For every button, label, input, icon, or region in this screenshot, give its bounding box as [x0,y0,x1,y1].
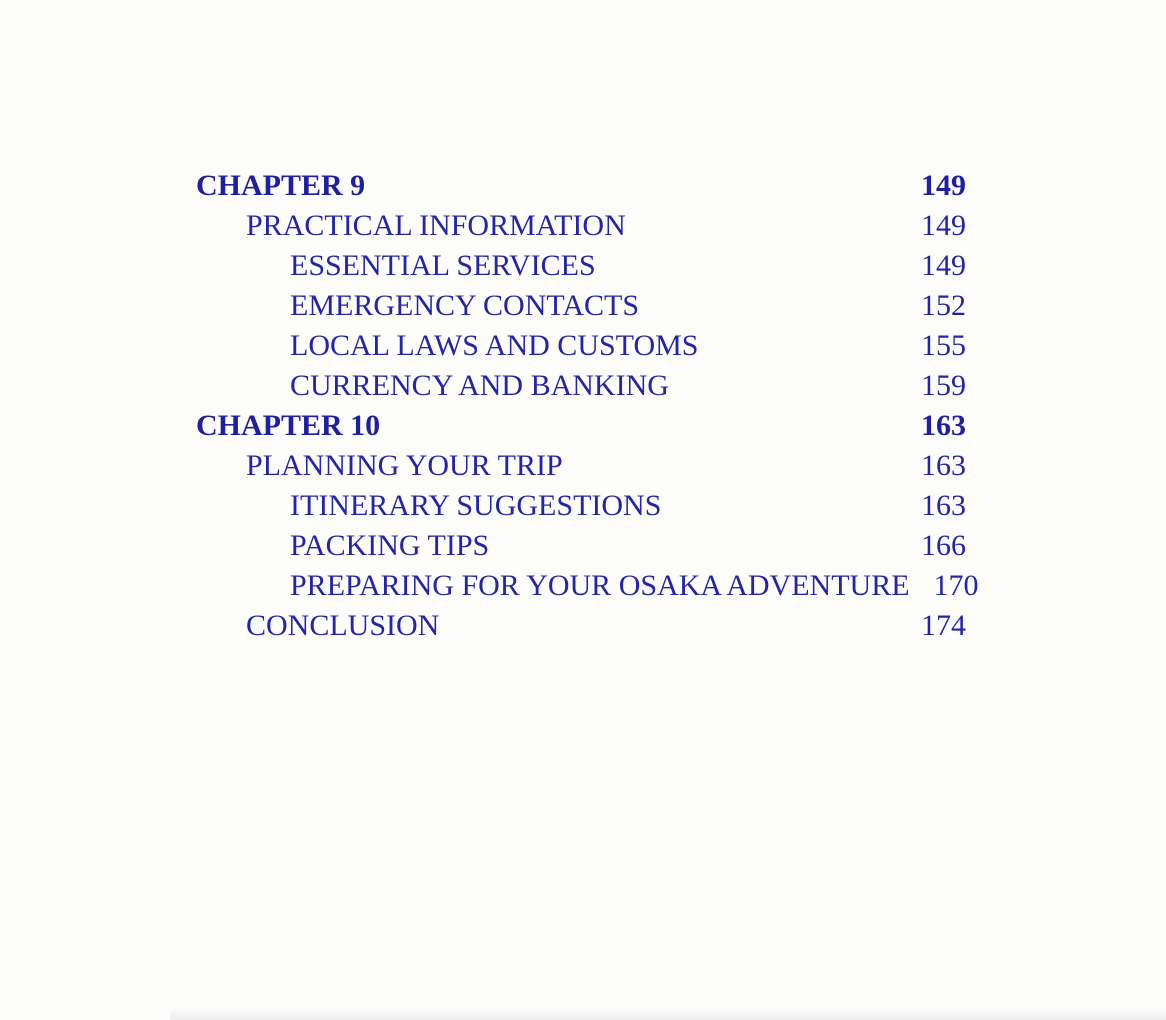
page-bottom-edge-shadow [170,1008,1166,1020]
toc-entry-label[interactable]: ITINERARY SUGGESTIONS [290,489,662,522]
toc-entry-page-number[interactable]: 163 [921,449,966,482]
toc-entry[interactable] [196,566,979,606]
toc-entry[interactable] [196,286,966,326]
toc-entry[interactable] [196,606,966,646]
toc-entry-page-number[interactable]: 155 [921,329,966,362]
toc-entry-label[interactable]: CHAPTER 9 [196,169,366,202]
toc-entry[interactable] [196,526,966,566]
toc-entry-label[interactable]: EMERGENCY CONTACTS [290,289,639,322]
toc-entry-page-number[interactable]: 159 [921,369,966,402]
toc-entry[interactable] [196,446,966,486]
toc-entry-page-number[interactable]: 163 [921,409,966,442]
toc-entry[interactable] [196,246,966,286]
toc-entry-page-number[interactable]: 163 [921,489,966,522]
toc-entry-label[interactable]: PREPARING FOR YOUR OSAKA ADVENTURE [290,569,910,602]
table-of-contents [196,166,979,646]
toc-entry[interactable] [196,206,966,246]
toc-entry[interactable] [196,326,966,366]
toc-entry-page-number[interactable]: 152 [921,289,966,322]
toc-entry-label[interactable]: CONCLUSION [246,609,440,642]
toc-entry[interactable] [196,166,966,206]
toc-entry[interactable] [196,486,966,526]
toc-entry-label[interactable]: CHAPTER 10 [196,409,381,442]
toc-entry-page-number[interactable]: 149 [921,209,966,242]
toc-entry-page-number[interactable]: 149 [921,249,966,282]
toc-entry[interactable] [196,406,966,446]
toc-entry-label[interactable]: ESSENTIAL SERVICES [290,249,596,282]
toc-entry-page-number[interactable]: 170 [933,569,979,602]
toc-entry-label[interactable]: PRACTICAL INFORMATION [246,209,626,242]
toc-entry-label[interactable]: PLANNING YOUR TRIP [246,449,563,482]
toc-entry-page-number[interactable]: 174 [921,609,966,642]
toc-entry-page-number[interactable]: 149 [921,169,966,202]
toc-entry-label[interactable]: LOCAL LAWS AND CUSTOMS [290,329,699,362]
toc-entry-label[interactable]: CURRENCY AND BANKING [290,369,669,402]
toc-entry[interactable] [196,366,966,406]
toc-entry-label[interactable]: PACKING TIPS [290,529,490,562]
toc-entry-page-number[interactable]: 166 [921,529,966,562]
